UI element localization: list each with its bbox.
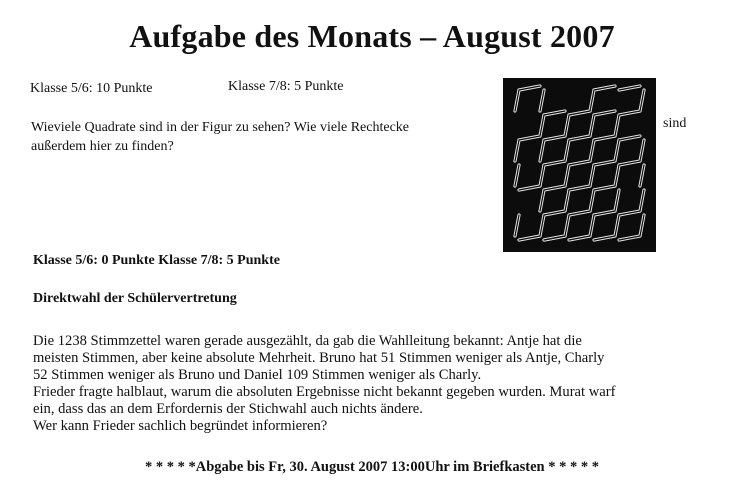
page-title: Aufgabe des Monats – August 2007 [129, 18, 615, 54]
task2-points: Klasse 5/6: 0 Punkte Klasse 7/8: 5 Punkte [33, 253, 280, 268]
task2-heading: Direktwahl der Schülervertretung [33, 291, 237, 306]
task2-text-line: Frieder fragte halblaut, warum die absoluten Ergebnisse nicht bekannt gegeben wurden. Murat warf [33, 384, 616, 400]
task2-text-line: meisten Stimmen, aber keine absolute Mehrheit. Bruno hat 51 Stimmen weniger als Antje, Charly [33, 350, 605, 366]
question-line-2: außerdem hier zu finden? [31, 139, 174, 154]
deadline-note: * * * * *Abgabe bis Fr, 30. August 2007 13:00Uhr im Briefkasten * * * * * [145, 459, 599, 475]
matchstick-figure-image [503, 78, 656, 252]
task2-text-line: ein, dass das an dem Erfordernis der Stichwahl auch nichts ändere. [33, 401, 423, 417]
points-class-5-6: Klasse 5/6: 10 Punkte [30, 81, 153, 96]
matchstick-grid-drawing [503, 78, 656, 252]
task2-text-line: 52 Stimmen weniger als Bruno und Daniel 109 Stimmen weniger als Charly. [33, 367, 482, 383]
question-line-1: Wieviele Quadrate sind in der Figur zu sehen? Wie viele Rechtecke [31, 120, 410, 135]
task2-text-line: Wer kann Frieder sachlich begründet informieren? [33, 418, 328, 434]
task2-text-line: Die 1238 Stimmzettel waren gerade ausgezählt, da gab die Wahlleitung bekannt: Antje hat die [33, 333, 582, 349]
points-class-7-8: Klasse 7/8: 5 Punkte [228, 79, 344, 94]
question-continuation: sind [663, 116, 687, 131]
